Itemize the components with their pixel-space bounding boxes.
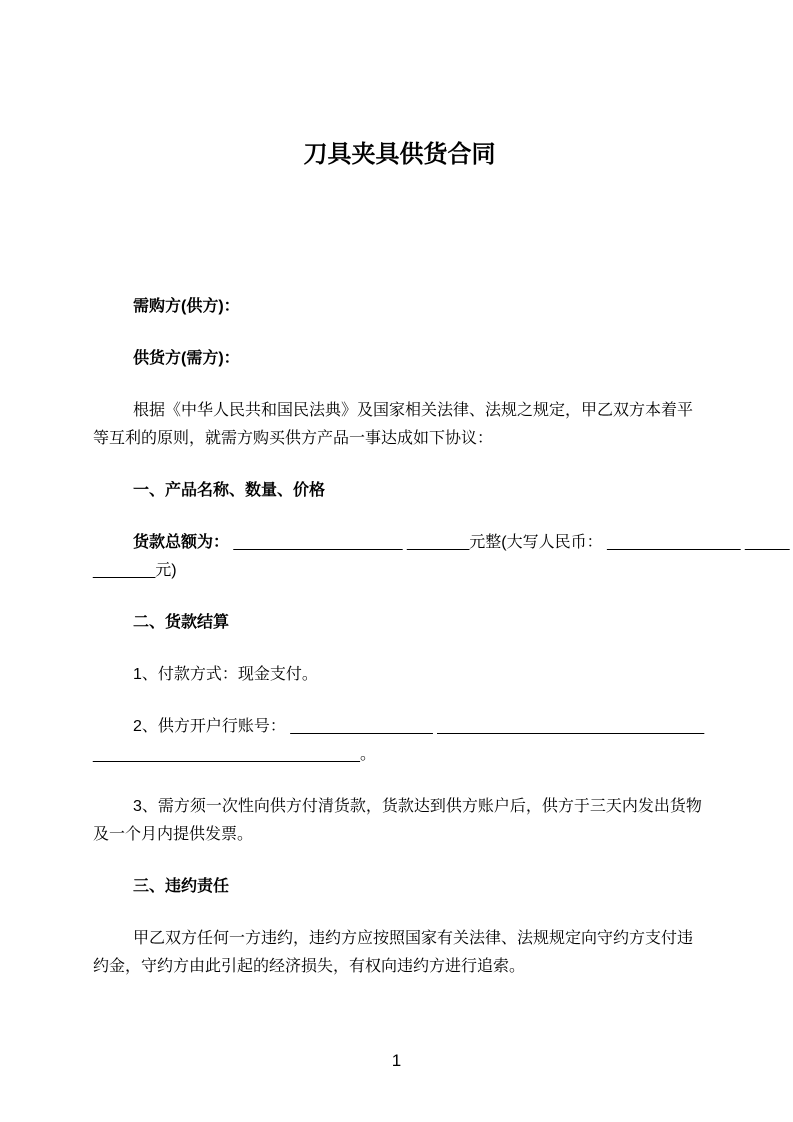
breach-liability-line-2: 约金，守约方由此引起的经济损失，有权向违约方进行追索。 <box>93 958 526 975</box>
section-3-heading: 三、违约责任 <box>133 878 230 895</box>
total-amount-unit-text: 元整(大写人民币： <box>469 534 603 551</box>
payment-terms-line-2: 及一个月内提供发票。 <box>93 826 254 843</box>
breach-liability-line-1: 甲乙双方任何一方违约，违约方应按照国家有关法律、法规规定向守约方支付违 <box>133 930 694 947</box>
party-supplier-line: 供货方(需方)： <box>133 350 240 367</box>
breach-liability-paragraph <box>93 925 706 981</box>
total-amount-label: 货款总额为： <box>133 534 230 551</box>
payment-terms-line-1: 3、需方须一次性向供方付清货款，货款达到供方账户后，供方于三天内发出货物 <box>133 798 702 815</box>
bank-account-label: 2、供方开户行账号： <box>133 718 286 735</box>
total-amount-blank-3: _______________ <box>607 534 741 551</box>
page-number: 1 <box>391 1051 402 1070</box>
total-amount-line-2-blank: _______ <box>93 562 156 579</box>
party-buyer-paragraph <box>93 293 706 321</box>
bank-account-paragraph <box>93 713 706 769</box>
section-1-heading: 一、产品名称、数量、价格 <box>133 482 326 499</box>
bank-account-line-2 <box>93 741 706 769</box>
payment-terms-paragraph <box>93 793 706 849</box>
total-amount-paragraph <box>93 529 790 585</box>
party-buyer-line: 需购方(供方)： <box>133 298 240 315</box>
total-amount-blank-4: _____ <box>745 534 790 551</box>
payment-method-item: 1、付款方式：现金支付。 <box>133 666 318 683</box>
preamble-line-2: 等互利的原则，就需方购买供方产品一事达成如下协议： <box>93 430 494 447</box>
section-3-heading-block <box>93 873 706 901</box>
bank-account-line-2-blank: ______________________________ <box>93 746 360 763</box>
bank-account-blank-2: ______________________________ <box>437 718 705 735</box>
total-amount-line-2 <box>93 557 706 585</box>
bank-account-line-2-tail: 。 <box>359 746 376 763</box>
preamble-line-1: 根据《中华人民共和国民法典》及国家相关法律、法规之规定，甲乙双方本着平 <box>133 402 694 419</box>
section-2-heading-block <box>93 609 706 637</box>
total-amount-line-1 <box>93 529 790 557</box>
preamble-paragraph <box>93 397 706 453</box>
section-2-heading: 二、货款结算 <box>133 614 230 631</box>
party-supplier-paragraph <box>93 345 706 373</box>
payment-method-paragraph <box>93 661 706 689</box>
document-title: 刀具夹具供货合同 <box>303 141 496 168</box>
total-amount-line-2-tail: 元) <box>155 562 177 579</box>
section-1-heading-block <box>93 477 706 505</box>
total-amount-blank-2: _______ <box>407 534 470 551</box>
bank-account-line-1 <box>93 713 706 741</box>
total-amount-blank-1: ___________________ <box>233 534 403 551</box>
bank-account-blank-1: ________________ <box>290 718 433 735</box>
